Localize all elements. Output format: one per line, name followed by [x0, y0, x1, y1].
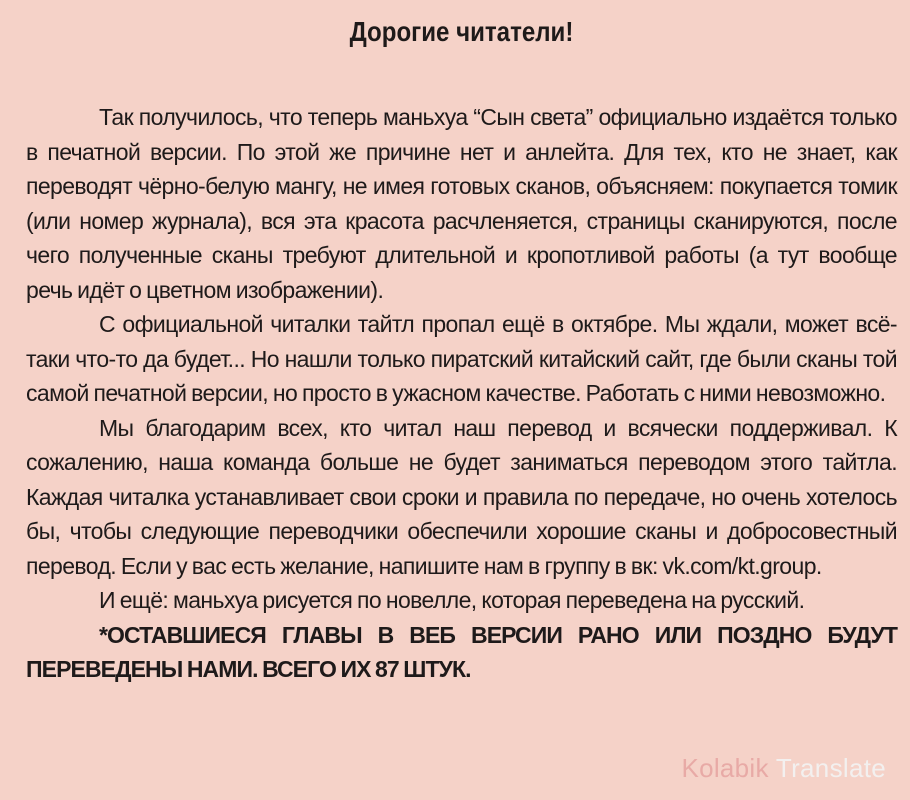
paragraph-official-reader: С официальной читалки тайтл пропал ещё в октябре. Мы ждали, может всё-таки что-то да будет... Но нашли только пиратский китайский сайт, где были сканы той самой печатной версии, но просто в ужасном качестве. Работать с ними невозможно. [26, 311, 897, 406]
paragraph-novel: И ещё: маньхуа рисуется по новелле, которая переведена на русский. [99, 587, 805, 613]
page-title: Дорогие читатели! [349, 16, 574, 47]
watermark-brand: Kolabik [681, 753, 769, 783]
paragraph-thanks: Мы благодарим всех, кто читал наш перевод и всячески поддерживал. К сожалению, наша команда больше не будет заниматься переводом этого тайтла. Каждая читалка устанавливает свои сроки и правила по передаче, но очень хотелось бы, чтобы следующие переводчики обеспечили хорошие сканы и добросовестный перевод. Если у вас есть желание, напишите нам в группу в вк: vk.com/kt.group. [26, 414, 897, 579]
paragraph-publication: Так получилось, что теперь маньхуа “Сын света” официально издаётся только в печатной версии. По этой же причине нет и анлейта. Для тех, кто не знает, как переводят чёрно-белую мангу, не имея готовых сканов, объясняем: покупается томик (или номер журнала), вся эта красота расчленяется, страницы сканируются, после чего полученные сканы требуют длительной и кропотливой работы (а тут вообще речь идёт о цветном изображении). [26, 104, 897, 303]
watermark-rest: Translate [775, 753, 886, 783]
paragraph-remaining-chapters: *ОСТАВШИЕСЯ ГЛАВЫ В ВЕБ ВЕРСИИ РАНО ИЛИ ПОЗДНО БУДУТ ПЕРЕВЕДЕНЫ НАМИ. ВСЕГО ИХ 87 ШТУК. [26, 621, 897, 682]
notice-body [26, 100, 897, 687]
watermark [681, 752, 886, 784]
